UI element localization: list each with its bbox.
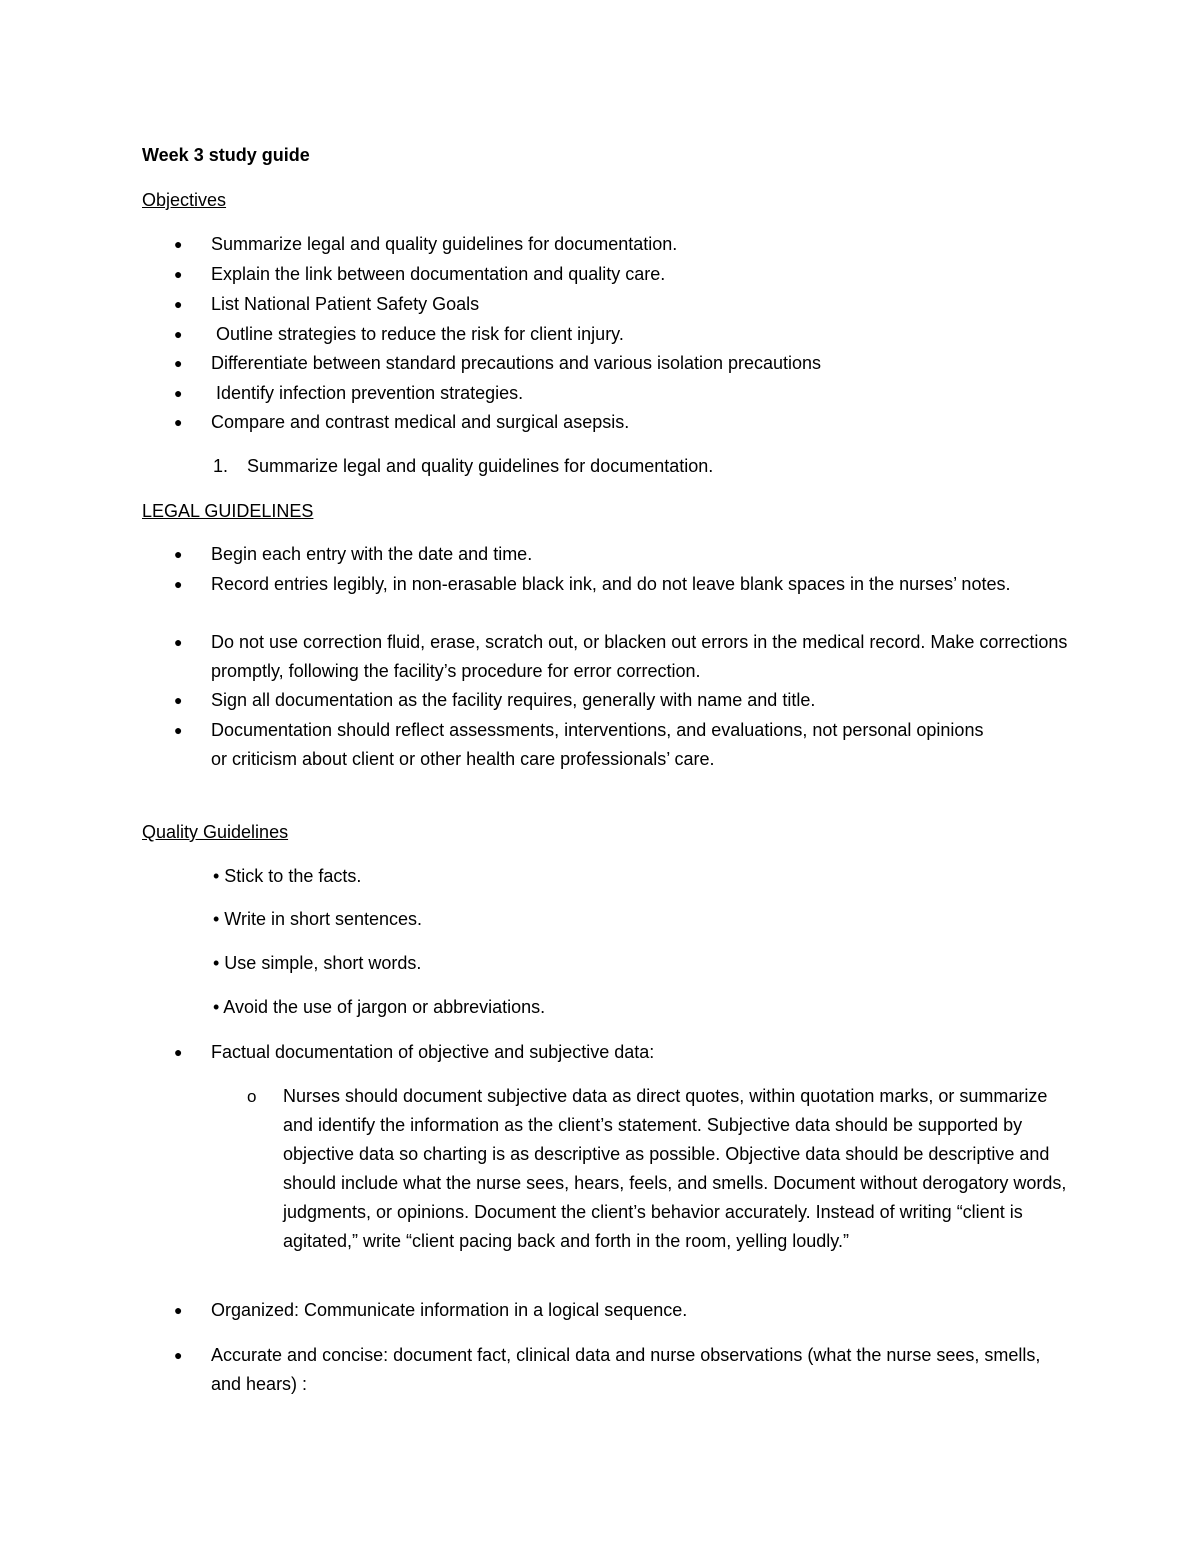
bullet-icon: ● [174,266,183,282]
objective-item: Outline strategies to reduce the risk for client injury. [211,324,624,344]
quality-inline-item: • Stick to the facts. [213,866,362,886]
bullet-icon: ● [174,355,183,371]
quality-guidelines-heading: Quality Guidelines [142,822,289,842]
objective-item: Identify infection prevention strategies. [211,383,524,403]
quality-inline-item: • Avoid the use of jargon or abbreviations. [213,997,546,1017]
document-title: Week 3 study guide [142,145,310,165]
legal-item: Sign all documentation as the facility requires, generally with name and title. [211,690,816,710]
factual-sub-item: Nurses should document subjective data as direct quotes, within quotation marks, or summarize and identify the information as the client’s statement. Subjective data should be supported by objective data so charting is as descriptive as possible. Objective data should be descriptive and should include what the nurse sees, hears, feels, and smells. Document without derogatory words, judgments, or opinions. Document the client’s behavior accurately. Instead of writing “client is agitated,” write “client pacing back and forth in the room, yelling loudly.” [283,1086,1067,1251]
quality-inline-item: • Use simple, short words. [213,953,422,973]
numbered-item-number: 1. [213,456,229,476]
bullet-icon: ● [174,326,183,342]
bullet-icon: ● [174,414,183,430]
bullet-icon: ● [174,1044,183,1060]
objective-item: Summarize legal and quality guidelines for documentation. [211,234,678,254]
quality-inline-item: • Write in short sentences. [213,909,423,929]
bullet-icon: ● [174,385,183,401]
bullet-icon: ● [174,1302,183,1318]
bullet-icon: ● [174,236,183,252]
factual-documentation-item: Factual documentation of objective and subjective data: [211,1042,655,1062]
organized-item: Organized: Communicate information in a logical sequence. [211,1300,688,1320]
bullet-icon: ● [174,546,183,562]
accurate-concise-item: Accurate and concise: document fact, clinical data and nurse observations (what the nurse sees, smells, and hears) : [211,1345,1041,1394]
objective-item: Explain the link between documentation and quality care. [211,264,666,284]
legal-item: Documentation should reflect assessments, interventions, and evaluations, not personal opinions or criticism about client or other health care professionals’ care. [211,720,984,769]
bullet-icon: ● [174,576,183,592]
objective-item: Differentiate between standard precautions and various isolation precautions [211,353,822,373]
objective-item: Compare and contrast medical and surgical asepsis. [211,412,630,432]
objective-item: List National Patient Safety Goals [211,294,480,314]
legal-item: Begin each entry with the date and time. [211,544,533,564]
bullet-icon: ● [174,1347,183,1363]
legal-item: Record entries legibly, in non-erasable black ink, and do not leave blank spaces in the nurses’ notes. [211,574,1011,594]
bullet-icon: ● [174,634,183,650]
numbered-item-text: Summarize legal and quality guidelines for documentation. [247,456,714,476]
legal-item: Do not use correction fluid, erase, scratch out, or blacken out errors in the medical record. Make corrections promptly, following the facility’s procedure for error correction. [211,632,1068,681]
bullet-icon: ● [174,692,183,708]
sub-bullet-icon: o [247,1087,257,1106]
legal-guidelines-heading: LEGAL GUIDELINES [142,501,314,521]
objectives-heading: Objectives [142,190,227,210]
bullet-icon: ● [174,296,183,312]
bullet-icon: ● [174,722,183,738]
